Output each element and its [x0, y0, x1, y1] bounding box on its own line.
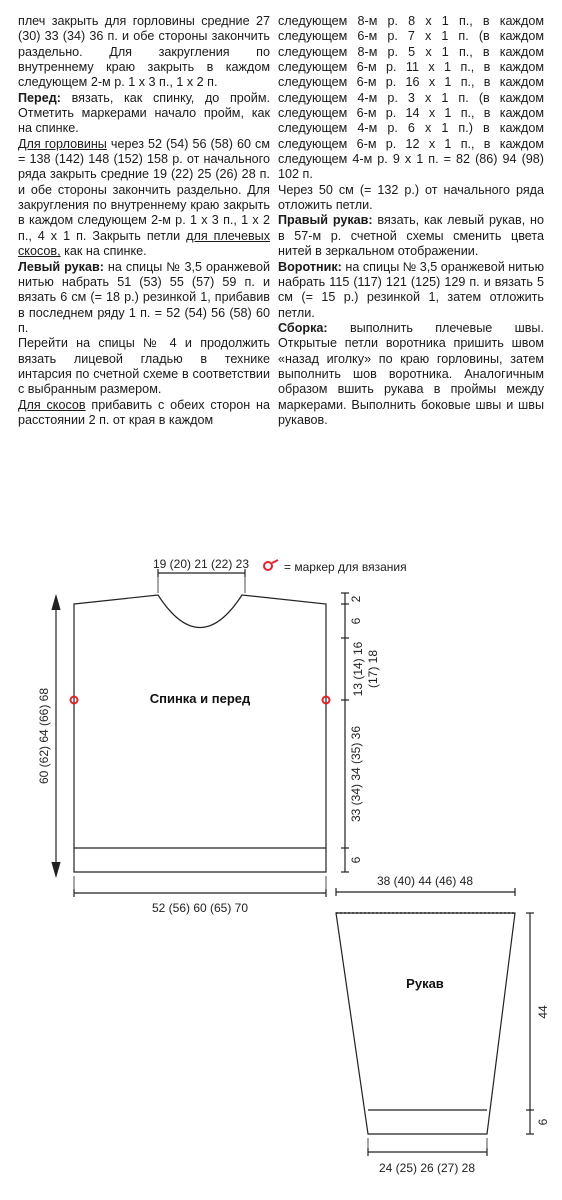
sleeve-length-label: 44 [536, 1005, 550, 1019]
paragraph [18, 137, 270, 260]
body-outline [74, 595, 326, 872]
paragraph-text: прибавить с обеих сторон на расстоянии 2 п. от края в каждом [18, 397, 270, 427]
section-label: Перед: [18, 90, 61, 105]
paragraph-text: плеч закрыть для горловины средние 27 (30) 33 (34) 36 п. и обе стороны закончить раздельно. Для закругления по внутреннему краю закрыть в каждом следующем 2-м р. 1 х 3 п., 1 х 2 п. [18, 14, 270, 90]
paragraph [18, 336, 270, 397]
paragraph [278, 213, 544, 259]
body-title: Спинка и перед [149, 691, 251, 706]
paragraph [278, 260, 544, 321]
paragraph [18, 91, 270, 137]
paragraph-text: на спицы № 3,5 оранжевой нитью набрать 115 (117) 121 (125) 129 п. и вязать 5 см (= 15 р.) резинкой 1, затем отложить петли. [278, 259, 545, 320]
section-label: Воротник: [278, 259, 342, 274]
paragraph [278, 14, 544, 183]
body-length-label: 33 (34) 34 (35) 36 [349, 725, 363, 823]
paragraph [18, 398, 270, 429]
legend-marker-icon [264, 560, 278, 570]
legend-label: = маркер для вязания [284, 560, 407, 574]
total-length-label: 60 (62) 64 (66) 68 [37, 687, 51, 785]
right-text-column [278, 14, 544, 428]
paragraph-text: вязать, как левый рукав, но в 57-м р. счетной схемы сменить цвета нитей в зеркальном отображении. [278, 213, 544, 259]
paragraph-text: как на спинке. [60, 244, 147, 259]
section-label: Сборка: [278, 320, 328, 335]
neck-width-label: 19 (20) 21 (22) 23 [152, 557, 250, 571]
armhole-label: 13 (14) 16 [351, 641, 365, 697]
sleeve-top-width-label: 38 (40) 44 (46) 48 [376, 874, 474, 888]
paragraph-text: для плечевых скосов, [18, 228, 270, 259]
section-label: Левый рукав: [18, 259, 104, 274]
rib-label: 6 [349, 856, 363, 864]
paragraph-text: выполнить плечевые швы. Открытые петли воротника пришить швом «назад иголку» по краю горловины, затем выполнить шов воротника. Аналогичным образом вшить рукава в проймы между маркерами. Выполнить боковые швы и швы рукавов. [278, 320, 544, 427]
paragraph-text: вязать, как спинку, до пройм. Отметить маркерами начало пройм, как на спинке. [18, 90, 270, 136]
paragraph [278, 321, 544, 428]
shoulder-drop-label: 2 [349, 595, 363, 603]
paragraph [18, 260, 270, 337]
body-width-label: 52 (56) 60 (65) 70 [151, 901, 249, 915]
paragraph-text: Перейти на спицы № 4 и продолжить вязать лицевой гладью в технике интарсия по счетной схеме в соответствии с выбранным размером. [18, 336, 270, 397]
left-text-column [18, 14, 270, 428]
paragraph-text: следующем 8-м р. 8 х 1 п., в каждом следующем 6-м р. 7 х 1 п. (в каждом следующем 8-м р. 5 х 1 п., в каждом следующем 6-м р. 11 х 1 п., в каждом следующем 6-м р. 16 х 1 п., в каждом следующем 4-м р. 3 х 1 п. (в каждом следующем 6-м р. 14 х 1 п., в каждом следующем 4-м р. 6 х 1 п.) в каждом следующем 6-м р. 12 х 1 п., в каждом следующем 4-м р. 9 х 1 п. = 82 (86) 94 (98) 102 п. [278, 14, 544, 182]
paragraph [18, 14, 270, 91]
section-underlined-label: Для скосов [18, 397, 86, 412]
neck-depth-label: 6 [349, 617, 363, 625]
marker-left-icon [71, 697, 78, 704]
marker-right-icon [323, 697, 330, 704]
sleeve-cuff-label: 6 [536, 1118, 550, 1126]
sleeve-title: Рукав [406, 976, 444, 991]
sleeve-outline [336, 913, 515, 1134]
paragraph-text: через 52 (54) 56 (58) 60 см = 138 (142) 148 (152) 158 р. от начального ряда закрыть средние 19 (22) 25 (26) 28 п. и обе стороны закончить раздельно. Для закругления по внутреннему краю закрыть в каждом следующем 2-м р. 1 х 3 п., 1 х 2 п., 4 х 1 п. Закрыть петли [18, 136, 270, 243]
section-underlined-label: Для горловины [18, 136, 107, 151]
paragraph-text: Через 50 см (= 132 р.) от начального ряда отложить петли. [278, 182, 544, 213]
armhole-label-2: (17) 18 [366, 649, 380, 689]
paragraph-text: на спицы № 3,5 оранжевой нитью набрать 51 (53) 55 (57) 59 п. и вязать 6 см (= 18 р.) резинкой 1, прибавив в последнем ряду 1 п. = 52 (54) 56 (58) 60 п. [18, 259, 270, 335]
paragraph [278, 183, 544, 214]
section-label: Правый рукав: [278, 213, 373, 228]
sleeve-bottom-width-label: 24 (25) 26 (27) 28 [378, 1161, 476, 1175]
